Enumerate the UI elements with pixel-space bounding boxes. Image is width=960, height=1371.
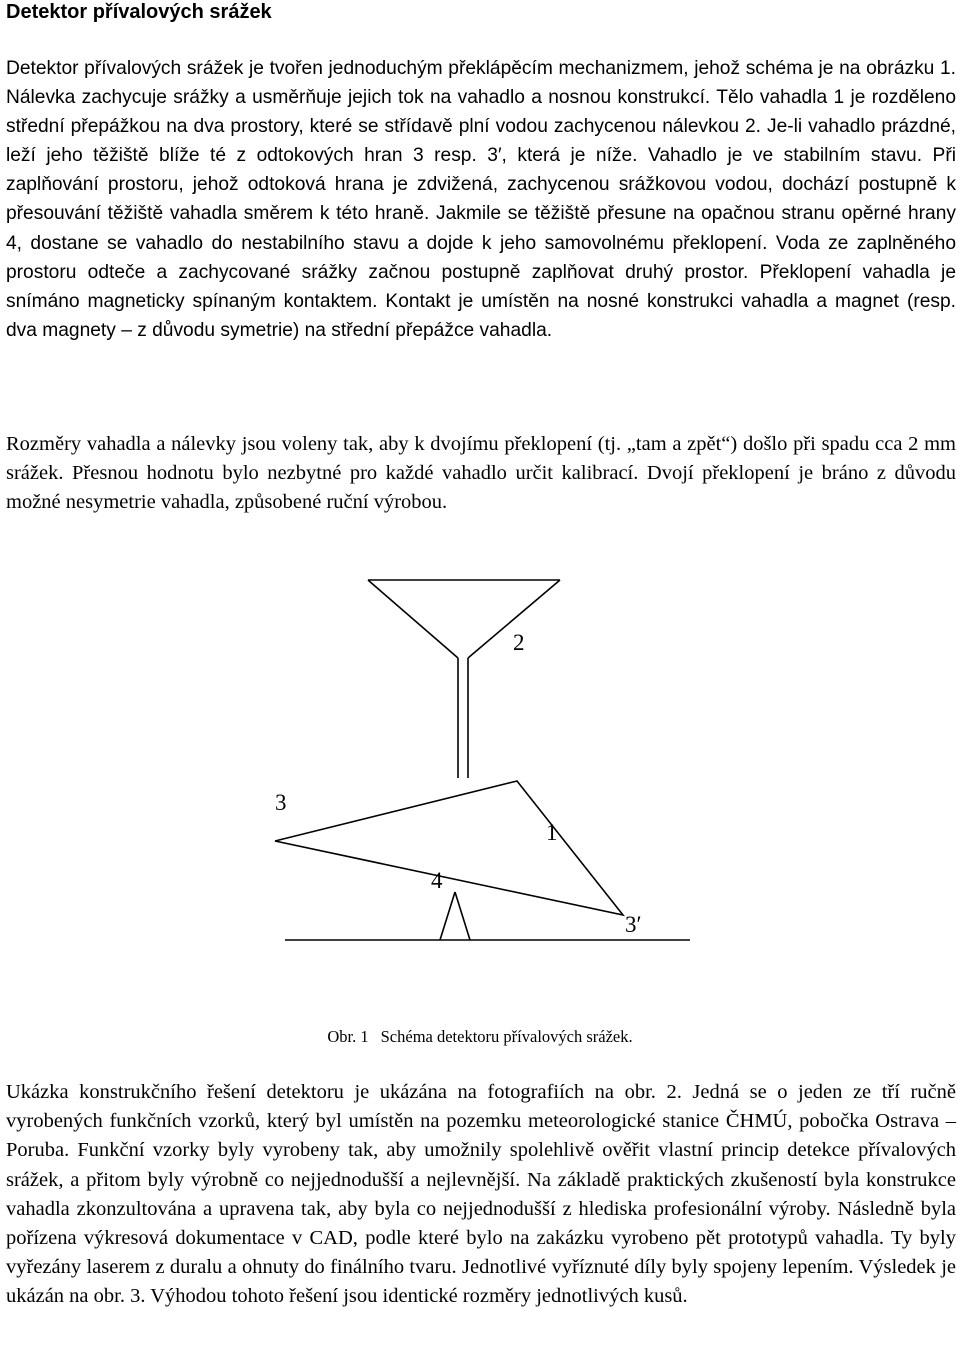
paragraph-construction-example: Ukázka konstrukčního řešení detektoru je ukázána na fotografiích na obr. 2. Jedná se o jeden ze tří ručně vyrobených funkčních vzorků, který byl umístěn na pozemku meteorologické stanice ČHMÚ, pobočka Ostrava – Poruba. Funkční vzorky byly vyrobeny tak, aby umožnily spolehlivě ověřit vlastní princip detekce přívalových srážek, a přitom byly výrobně co nejjednodušší a nejlevnější. Na základě praktických zkušeností byla konstrukce vahadla zkonzultována a upravena tak, aby byla co nejjednodušší z hlediska profesionální výroby. Následně byla pořízena výkresová dokumentace v CAD, podle které bylo na zakázku vyrobeno pět prototypů vahadla. Ty byly vyřezány laserem z duralu a ohnuty do finálního tvaru. Jednotlivé vyříznuté díly byly spojeny lepením. Výsledek je ukázán na obr. 3. Výhodou tohoto řešení jsou identické rozměry jednotlivých kusů. — [6, 1081, 956, 1308]
label-support-4: 4 — [431, 868, 443, 893]
detector-schematic-figure — [0, 570, 960, 970]
label-beam-1: 1 — [546, 820, 558, 845]
tipping-bucket-body — [275, 781, 623, 915]
page-title: Detektor přívalových srážek — [6, 1, 272, 23]
schematic-drawing — [0, 570, 960, 970]
figure-caption-number: Obr. 1 — [327, 1027, 369, 1046]
figure-caption — [0, 1025, 960, 1049]
funnel-shape — [368, 580, 560, 778]
label-edge-3-prime: 3′ — [625, 912, 642, 937]
figure-caption-text: Schéma detektoru přívalových srážek. — [380, 1027, 633, 1046]
label-funnel-2: 2 — [513, 630, 525, 655]
paragraph-mechanism-description: Detektor přívalových srážek je tvořen jednoduchým překlápěcím mechanizmem, jehož schéma je na obrázku 1. Nálevka zachycuje srážky a usměrňuje jejich tok na vahadlo a nosnou konstrukcí. Tělo vahadla 1 je rozděleno střední přepážkou na dva prostory, které se střídavě plní vodou zachycenou nálevkou 2. Je-li vahadlo prázdné, leží jeho těžiště blíže té z odtokových hran 3 resp. 3′, která je níže. Vahadlo je ve stabilním stavu. Při zaplňování prostoru, jehož odtoková hrana je zdvižená, zachycenou srážkovou vodou, dochází postupně k přesouvání těžiště vahadla směrem k této hraně. Jakmile se těžiště přesune na opačnou stranu opěrné hrany 4, dostane se vahadlo do nestabilního stavu a dojde k jeho samovolnému překlopení. Voda ze zaplněného prostoru odteče a zachycované srážky začnou postupně zaplňovat druhý prostor. Překlopení vahadla je snímáno magneticky spínaným kontaktem. Kontakt je umístěn na nosné konstrukci vahadla a magnet (resp. dva magnety – z důvodu symetrie) na střední přepážce vahadla. — [6, 58, 956, 341]
paragraph-calibration: Rozměry vahadla a nálevky jsou voleny tak, aby k dvojímu překlopení (tj. „tam a zpět“) došlo při spadu cca 2 mm srážek. Přesnou hodnotu bylo nezbytné pro každé vahadlo určit kalibrací. Dvojí překlopení je bráno z důvodu možné nesymetrie vahadla, způsobené ruční výrobou. — [6, 433, 956, 514]
label-edge-3: 3 — [275, 790, 287, 815]
